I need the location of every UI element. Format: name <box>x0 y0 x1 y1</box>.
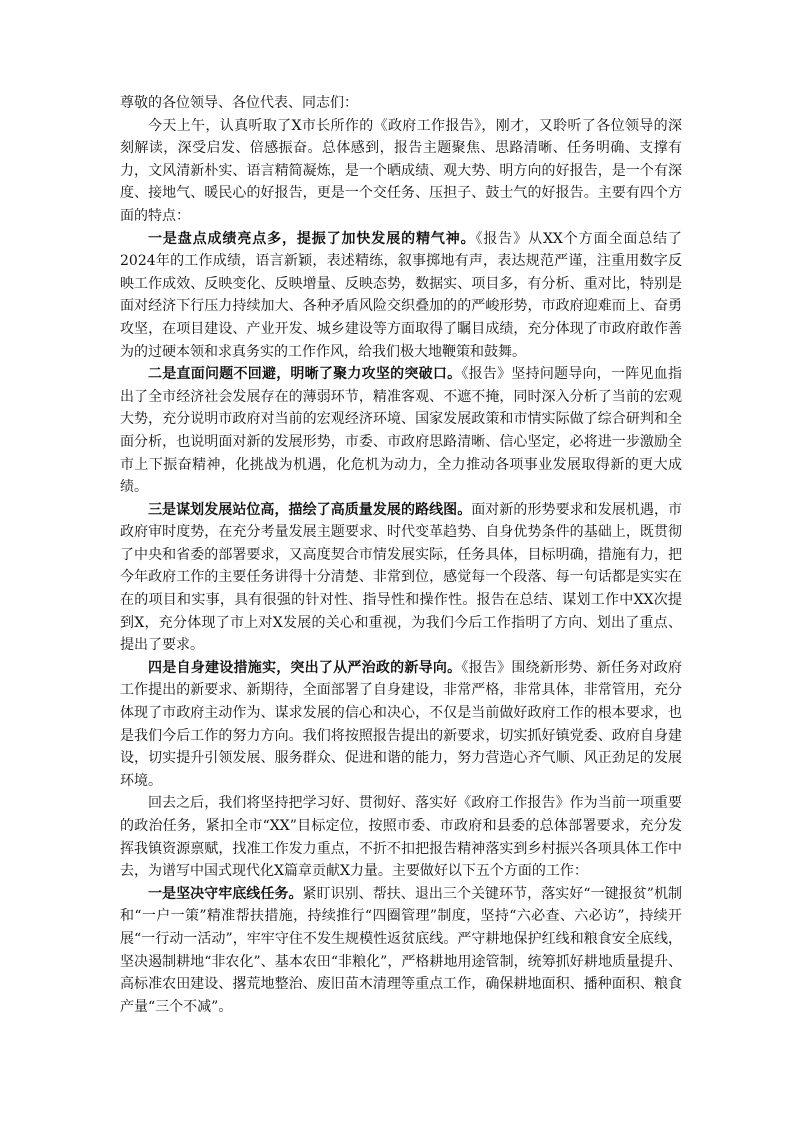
task-paragraph-1 <box>120 883 682 1019</box>
task-heading-1: 一是坚决守牢底线任务。 <box>148 885 303 902</box>
point-body-2: 《报告》坚持问题导向，一阵见血指出了全市经济社会发展存在的薄弱环节，精准客观、不遮不掩，同时深入分析了当前的宏观大势，充分说明市政府对当前的宏观经济环境、国家发展政策和市情实际做了综合研判和全面分析，也说明面对新的发展形势，市委、市政府思路清晰、信心坚定，必将进一步激励全市上下振奋精神，化挑战为机遇，化危机为动力，全力推动各项事业发展取得新的更大成绩。 <box>120 366 683 496</box>
salutation: 尊敬的各位领导、各位代表、同志们： <box>120 95 358 111</box>
point-body-3: 面对新的形势要求和发展机遇，市政府审时度势，在充分考量发展主题要求、时代变革趋势、自身优势条件的基础上，既贯彻了中央和省委的部署要求，又高度契合市情发展实际，任务具体，目标明确，措施有力，把今年政府工作的主要任务讲得十分清楚、非常到位，感觉每一个段落、每一句话都是实实在在的项目和实事，具有很强的针对性、指导性和操作性。报告在总结、谋划工作中XX次提到X，充分体现了市上对X发展的关心和重视，为我们今后工作指明了方向、划出了重点、提出了要求。 <box>120 501 683 654</box>
point-heading-2: 二是直面问题不回避，明晰了聚力攻坚的突破口。 <box>148 366 462 383</box>
point-body-1: 《报告》从XX个方面全面总结了2024年的工作成绩，语言新颖，表述精练，叙事掷地有声，表达规范严谨，注重用数字反映工作成效、反映变化、反映增量、反映态势，数据实、项目多，有分析、重对比，特别是面对经济下行压力持续加大、各种矛盾风险交织叠加的的严峻形势，市政府迎难而上、奋勇攻坚，在项目建设、产业开发、城乡建设等方面取得了瞩目成绩，充分体现了市政府敢作善为的过硬本领和求真务实的工作作风，给我们极大地鞭策和鼓舞。 <box>120 230 683 360</box>
point-heading-3: 三是谋划发展站位高，描绘了高质量发展的路线图。 <box>148 501 472 518</box>
point-paragraph-4 <box>120 657 682 793</box>
point-paragraph-1 <box>120 228 682 364</box>
point-heading-4: 四是自身建设措施实，突出了从严治政的新导向。 <box>148 659 462 676</box>
task-body-1: 紧盯识别、帮扶、退出三个关键环节，落实好“一键报贫”机制和“一户一策”精准帮扶措施，持续推行“四圈管理”制度，坚持“六必查、六必访”，持续开展“一行动一活动”，牢牢守住不发生规模性返贫底线。严守耕地保护红线和粮食安全底线，坚决遏制耕地“非农化”、基本农田“非粮化”，严格耕地用途管制，统筹抓好耕地质量提升、高标准农田建设、撂荒地整治、废旧苗木清理等重点工作，确保耕地面积、播种面积、粮食产量“三个不减”。 <box>120 885 682 1015</box>
transition-paragraph: 回去之后，我们将坚持把学习好、贯彻好、落实好《政府工作报告》作为当前一项重要的政治任务，紧扣全市“XX”目标定位，按照市委、市政府和县委的总体部署要求，充分发挥我镇资源禀赋，找准工作发力重点，不折不扣把报告精神落实到乡村振兴各项具体工作中去，为谱写中国式现代化X篇章贡献X力量。主要做好以下五个方面的工作： <box>120 795 682 880</box>
point-heading-1: 一是盘点成绩亮点多，提振了加快发展的精气神。 <box>148 230 476 247</box>
point-body-4: 《报告》围绕新形势、新任务对政府工作提出的新要求、新期待，全面部署了自身建设，非常严格，非常具体，非常管用，充分体现了市政府主动作为、谋求发展的信心和决心，不仅是当前做好政府工作的根本要求，也是我们今后工作的努力方向。我们将按照报告提出的新要求，切实抓好镇党委、政府自身建设，切实提升引领发展、服务群众、促进和谐的能力，努力营造心齐气顺、风正劲足的发展环境。 <box>120 659 683 789</box>
intro-paragraph: 今天上午，认真听取了X市长所作的《政府工作报告》，刚才，又聆听了各位领导的深刻解读，深受启发、倍感振奋。总体感到，报告主题聚焦、思路清晰、任务明确、支撑有力，文风清新朴实、语言精简凝炼，是一个晒成绩、观大势、明方向的好报告，是一个有深度、接地气、暖民心的好报告，更是一个交任务、压担子、鼓士气的好报告。主要有四个方面的特点： <box>120 117 682 224</box>
point-paragraph-3 <box>120 499 682 657</box>
point-paragraph-2 <box>120 363 682 499</box>
speech-document <box>120 92 682 1018</box>
